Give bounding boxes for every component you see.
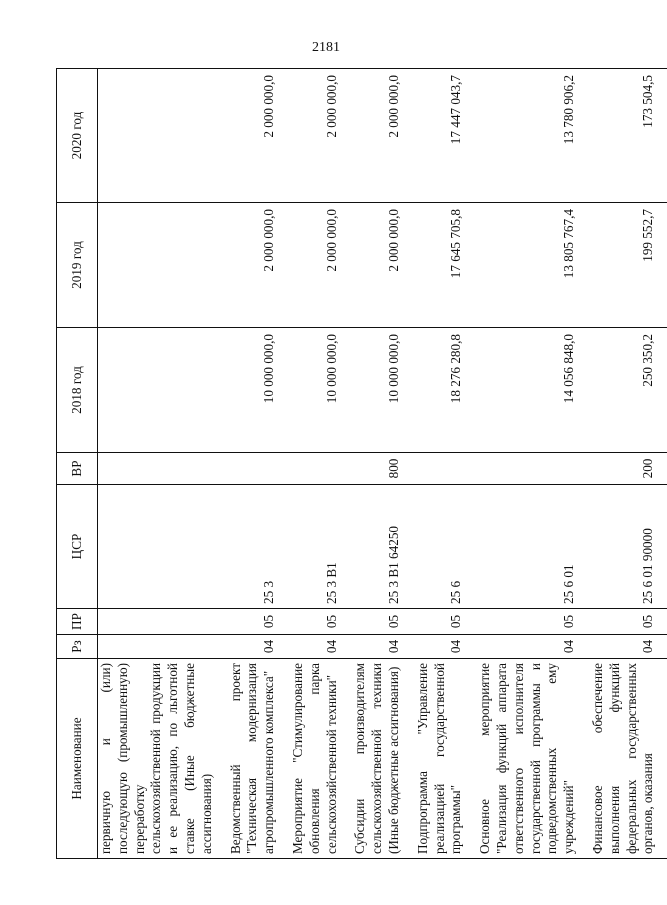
header-vr: ВР xyxy=(57,453,98,485)
row-rz: 04 xyxy=(350,635,412,659)
header-csr: ЦСР xyxy=(57,485,98,609)
row-csr: 25 3 В1 64250 xyxy=(350,485,412,609)
row-csr xyxy=(98,485,226,609)
row-2020 xyxy=(98,69,226,203)
row-rz: 04 xyxy=(475,635,588,659)
row-vr xyxy=(98,453,226,485)
row-2019 xyxy=(98,203,226,328)
row-2018: 18 276 280,8 xyxy=(413,328,475,453)
row-2020: 13 780 906,2 xyxy=(475,69,588,203)
row-2018: 14 056 848,0 xyxy=(475,328,588,453)
table-row xyxy=(588,69,667,859)
budget-table-container xyxy=(56,69,656,859)
row-vr xyxy=(226,453,288,485)
row-csr: 25 3 В1 xyxy=(288,485,350,609)
row-pr: 05 xyxy=(475,609,588,635)
row-csr: 25 6 xyxy=(413,485,475,609)
row-2020: 2 000 000,0 xyxy=(288,69,350,203)
row-vr xyxy=(288,453,350,485)
row-2019: 2 000 000,0 xyxy=(226,203,288,328)
row-2018: 10 000 000,0 xyxy=(288,328,350,453)
row-2020: 173 504,5 xyxy=(588,69,667,203)
row-2018: 10 000 000,0 xyxy=(226,328,288,453)
table-row xyxy=(475,69,588,859)
row-2019: 199 552,7 xyxy=(588,203,667,328)
row-name: Финансовое обеспечение выполнения функций федеральных государственных органов, оказания xyxy=(588,659,667,859)
table-row xyxy=(288,69,350,859)
row-2018: 250 350,2 xyxy=(588,328,667,453)
row-2020: 17 447 043,7 xyxy=(413,69,475,203)
header-name: Наименование xyxy=(57,659,98,859)
table-row xyxy=(98,69,226,859)
row-rz: 04 xyxy=(588,635,667,659)
row-name: первичную и (или) последующую (промышленную) переработку сельскохозяйственной продукции и ее реализацию, по льготной ставке (Иные бюджетные ассигнования) xyxy=(98,659,226,859)
row-csr: 25 3 xyxy=(226,485,288,609)
row-pr xyxy=(98,609,226,635)
row-2018: 10 000 000,0 xyxy=(350,328,412,453)
row-pr: 05 xyxy=(226,609,288,635)
header-2019: 2019 год xyxy=(57,203,98,328)
row-csr: 25 6 01 xyxy=(475,485,588,609)
row-name: Субсидии производителям сельскохозяйственной техники (Иные бюджетные ассигнования) xyxy=(350,659,412,859)
header-2018: 2018 год xyxy=(57,328,98,453)
row-rz: 04 xyxy=(413,635,475,659)
row-csr: 25 6 01 90000 xyxy=(588,485,667,609)
row-2020: 2 000 000,0 xyxy=(350,69,412,203)
row-vr xyxy=(413,453,475,485)
row-pr: 05 xyxy=(350,609,412,635)
table-row xyxy=(350,69,412,859)
row-pr: 05 xyxy=(288,609,350,635)
header-2020: 2020 год xyxy=(57,69,98,203)
row-rz: 04 xyxy=(226,635,288,659)
table-row xyxy=(413,69,475,859)
row-name: Ведомственный проект "Техническая модернизация агропромышленного комплекса" xyxy=(226,659,288,859)
row-name: Мероприятие "Стимулирование обновления парка сельскохозяйственной техники" xyxy=(288,659,350,859)
row-2020: 2 000 000,0 xyxy=(226,69,288,203)
row-2019: 2 000 000,0 xyxy=(288,203,350,328)
row-2018 xyxy=(98,328,226,453)
row-pr: 05 xyxy=(413,609,475,635)
budget-table xyxy=(56,68,667,859)
row-pr: 05 xyxy=(588,609,667,635)
row-vr: 800 xyxy=(350,453,412,485)
page-number: 2181 xyxy=(312,40,340,55)
header-rz: Рз xyxy=(57,635,98,659)
row-rz: 04 xyxy=(288,635,350,659)
row-2019: 13 805 767,4 xyxy=(475,203,588,328)
row-vr: 200 xyxy=(588,453,667,485)
row-2019: 17 645 705,8 xyxy=(413,203,475,328)
row-vr xyxy=(475,453,588,485)
table-header-row xyxy=(57,69,98,859)
row-2019: 2 000 000,0 xyxy=(350,203,412,328)
row-name: Подпрограмма "Управление реализацией государственной программы" xyxy=(413,659,475,859)
row-rz xyxy=(98,635,226,659)
row-name: Основное мероприятие "Реализация функций аппарата ответственного исполнителя государственной программы и подведомственных ему учреждений" xyxy=(475,659,588,859)
table-row xyxy=(226,69,288,859)
header-pr: ПР xyxy=(57,609,98,635)
